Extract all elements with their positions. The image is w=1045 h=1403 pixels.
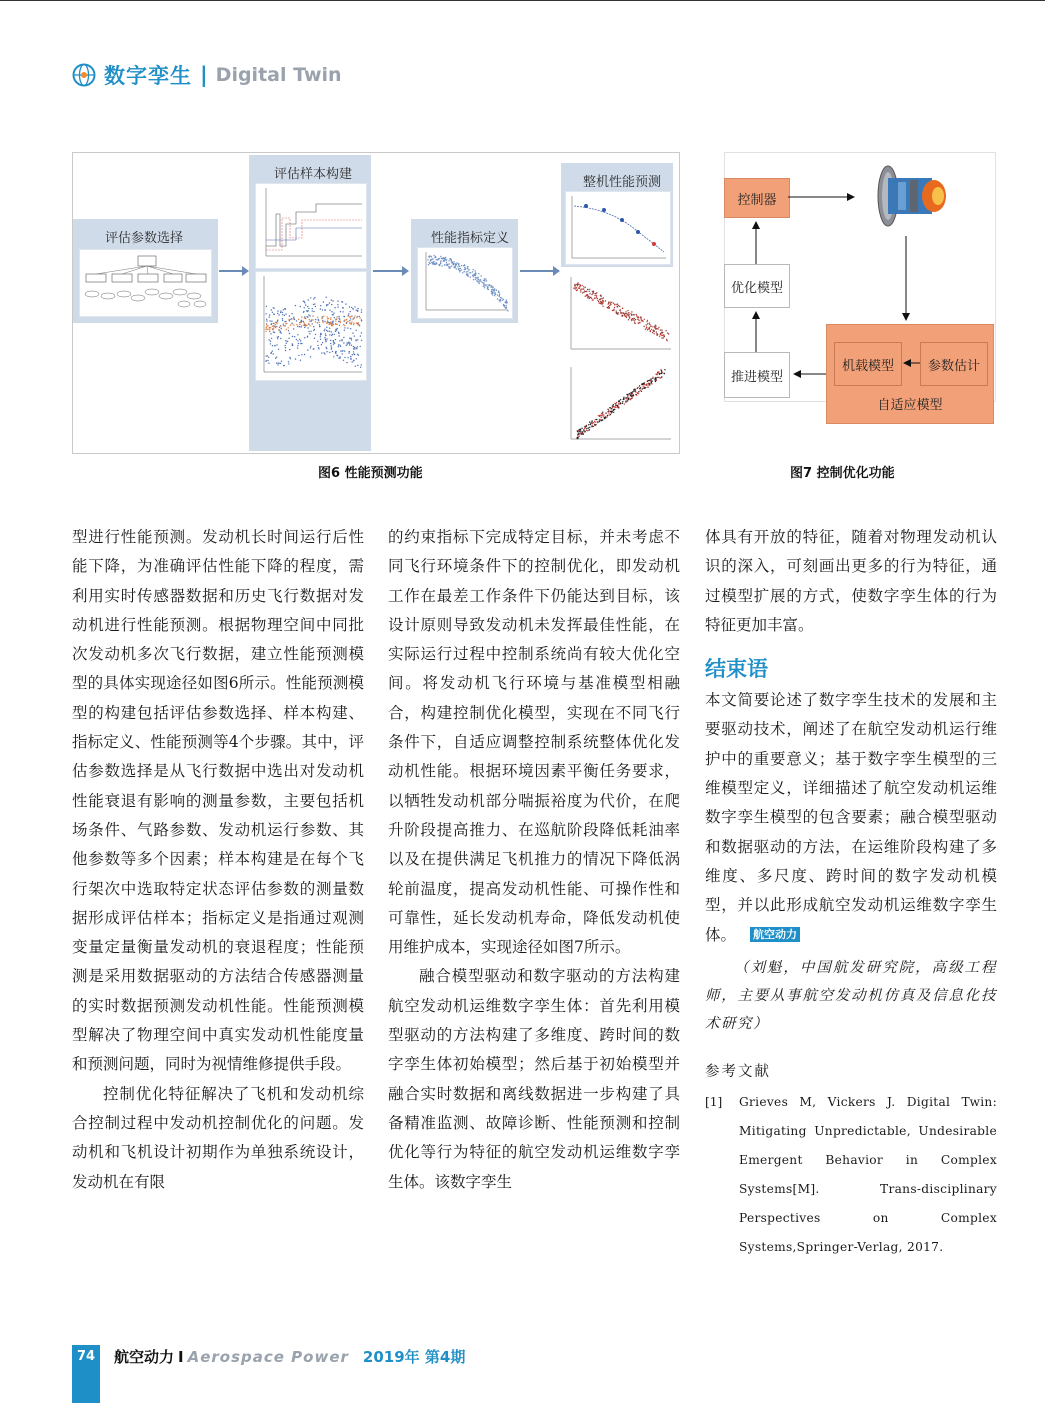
reference-text: Grieves M, Vickers J. Digital Twin: Mitigating Unpredictable, Undesirable Emergent Behavior in Complex Systems[M]. Trans-disciplinary Perspectives on Complex Systems,Springer-Verlag, 2017. bbox=[739, 1094, 997, 1254]
col3-paragraph-1: 体具有开放的特征，随着对物理发动机认识的深入，可刻画出更多的行为特征，通过模型扩展的方式，使数字孪生体的行为特征更加丰富。 bbox=[705, 528, 997, 634]
conclusion-text: 本文简要论述了数字孪生技术的发展和主要驱动技术，阐述了在航空发动机运行维护中的重要意义；基于数字孪生模型的三维模型定义，详细描述了航空发动机运维数字孪生模型的包含要素；融合模型驱动和数据驱动的方法，在运维阶段构建了多维度、多尺度、跨时间的数字发动机模型，并以此形成航空发动机运维数字孪生体。 bbox=[705, 691, 997, 944]
section-separator: | bbox=[200, 63, 208, 87]
journal-name-en: Aerospace Power bbox=[187, 1348, 349, 1366]
col1-paragraph-2: 控制优化特征解决了飞机和发动机综合控制过程中发动机控制优化的问题。发动机和飞机设计初期作为单独系统设计，发动机在有限 bbox=[72, 1084, 364, 1191]
propulsion-model-box: 推进模型 bbox=[724, 352, 790, 398]
column-3 bbox=[705, 523, 997, 1262]
controller-box: 控制器 bbox=[724, 178, 790, 218]
panel-param-selection-title: 评估参数选择 bbox=[105, 231, 184, 246]
prediction-regression-plot bbox=[563, 363, 675, 447]
onboard-model-box: 机载模型 bbox=[834, 342, 902, 386]
arrow-1 bbox=[219, 270, 243, 272]
arrow-2 bbox=[373, 270, 403, 272]
sample-scatter-plot bbox=[255, 271, 367, 381]
top-rule bbox=[0, 0, 1045, 1]
engine-icon bbox=[858, 156, 954, 236]
col2-paragraph-1: 的约束指标下完成特定目标，并未考虑不同飞行环境条件下的控制优化，即发动机工作在最差工作条件下仍能达到目标，该设计原则导致发动机未发挥最佳性能，在实际运行过程中控制系统尚有较大优化空间。将发动机飞行环境与基准模型相融合，构建控制优化模型，实现在不同飞行条件下，自适应调整控制系统整体优化发动机性能。根据环境因素平衡任务要求，以牺牲发动机部分喘振裕度为代价，在爬升阶段提高推力、在巡航阶段降低耗油率以及在提供满足飞机推力的情况下降低涡轮前温度，提高发动机性能、可操作性和可靠性，延长发动机寿命，降低发动机使用维护成本，实现途径如图7所示。 bbox=[388, 528, 680, 957]
panel-performance-prediction-title: 整机性能预测 bbox=[583, 175, 662, 190]
journal-issue: 2019年 第4期 bbox=[362, 1348, 466, 1366]
panel-sample-construction bbox=[249, 155, 371, 451]
column-2 bbox=[388, 523, 680, 1197]
figure-7 bbox=[724, 152, 1010, 452]
figure-6 bbox=[72, 152, 680, 454]
panel-metric-definition-title: 性能指标定义 bbox=[431, 231, 510, 246]
section-header bbox=[72, 60, 342, 90]
col2-paragraph-2: 融合模型驱动和数字驱动的方法构建航空发动机运维数字孪生体：首先利用模型驱动的方法构建了多维度、跨时间的数字孪生体初始模型；然后基于初始模型并融合实时数据和离线数据进一步构建了具备精准监测、故障诊断、性能预测和控制优化等行为特征的航空发动机运维数字孪生体。该数字孪生 bbox=[388, 967, 680, 1191]
page-number: 74 bbox=[76, 1349, 96, 1364]
arrow-3 bbox=[520, 270, 554, 272]
journal-name-cn: 航空动力 bbox=[114, 1348, 175, 1366]
journal-badge: 航空动力 bbox=[750, 927, 800, 942]
param-tree-diagram bbox=[79, 249, 212, 317]
panel-param-selection bbox=[73, 219, 218, 323]
panel-metric-definition bbox=[411, 219, 518, 323]
col3-paragraph-2 bbox=[705, 686, 997, 950]
author-note: （刘魁，中国航发研究院，高级工程师，主要从事航空发动机仿真及信息化技术研究） bbox=[705, 959, 997, 1032]
col1-paragraph-1: 型进行性能预测。发动机长时间运行后性能下降，为准确评估性能下降的程度，需利用实时传感器数据和历史飞行数据对发动机进行性能预测。根据物理空间中同批次发动机多次飞行数据，建立性能预测模型的具体实现途径如图6所示。性能预测模型的构建包括评估参数选择、样本构建、指标定义、性能预测等4个步骤。其中，评估参数选择是从飞行数据中选出对发动机性能衰退有影响的测量参数，主要包括机场条件、气路参数、发动机运行参数、其他参数等多个因素；样本构建是在每个飞行架次中选取特定状态评估参数的测量数据形成评估样本；指标定义是指通过观测变量定量衡量发动机的衰退程度；性能预测是采用数据驱动的方法结合传感器测量的实时数据预测发动机性能。性能预测模型解决了物理空间中真实发动机性能度量和预测问题，同时为视情维修提供手段。 bbox=[72, 528, 364, 1074]
reference-item bbox=[705, 1088, 997, 1262]
journal-separator: I bbox=[178, 1348, 184, 1366]
adaptive-model-label: 自适应模型 bbox=[877, 398, 943, 413]
journal-footer bbox=[114, 1346, 465, 1367]
figure-7-caption: 图7 控制优化功能 bbox=[790, 466, 895, 481]
sample-time-series-plot bbox=[255, 183, 367, 269]
panel-performance-prediction bbox=[561, 163, 673, 267]
panel-sample-construction-title: 评估样本构建 bbox=[274, 167, 353, 182]
section-title-cn: 数字孪生 bbox=[104, 64, 192, 88]
references-heading: 参考文献 bbox=[705, 1063, 771, 1080]
optimization-model-box: 优化模型 bbox=[724, 264, 790, 308]
column-1 bbox=[72, 523, 364, 1197]
section-title-en: Digital Twin bbox=[215, 64, 342, 86]
param-estimation-box: 参数估计 bbox=[920, 342, 988, 386]
globe-icon bbox=[72, 63, 96, 87]
conclusion-heading: 结束语 bbox=[705, 657, 768, 682]
prediction-trend-plot bbox=[565, 191, 671, 265]
reference-number: [1] bbox=[705, 1094, 723, 1109]
prediction-error-plot bbox=[563, 273, 675, 357]
metric-scatter-plot bbox=[417, 247, 513, 319]
figure-6-caption: 图6 性能预测功能 bbox=[318, 466, 423, 481]
